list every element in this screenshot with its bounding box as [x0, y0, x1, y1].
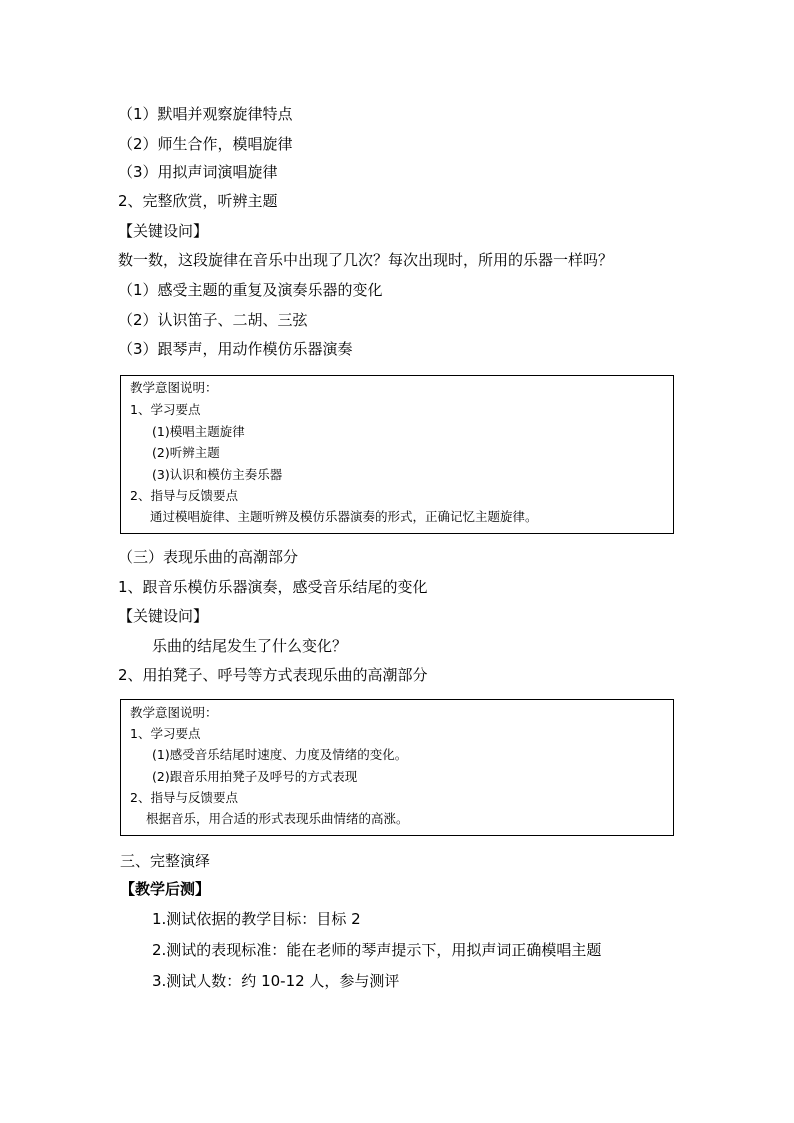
section-heading: （三）表现乐曲的高潮部分 [118, 548, 299, 566]
teaching-intent-box [120, 699, 674, 836]
step-line: （1）感受主题的重复及演奏乐器的变化 [118, 281, 383, 299]
step-line: （2）师生合作，模唱旋律 [118, 135, 293, 153]
key-question-heading: 【关键设问】 [118, 222, 209, 240]
subsection-title: 2、用拍凳子、呼号等方式表现乐曲的高潮部分 [118, 666, 428, 684]
box-heading: 1、学习要点 [130, 726, 201, 741]
box-heading: 2、指导与反馈要点 [130, 790, 238, 805]
subsection-title: 1、跟音乐模仿乐器演奏，感受音乐结尾的变化 [118, 578, 428, 596]
box-title: 教学意图说明： [130, 705, 218, 720]
step-line: （1）默唱并观察旋律特点 [118, 105, 293, 123]
step-line: （3）跟琴声，用动作模仿乐器演奏 [118, 340, 353, 358]
post-test-item: 1.测试依据的教学目标：目标 2 [152, 910, 361, 928]
box-title: 教学意图说明： [130, 380, 218, 395]
teaching-intent-box [120, 375, 674, 534]
box-heading: 1、学习要点 [130, 402, 201, 417]
step-line: （3）用拟声词演唱旋律 [118, 163, 278, 181]
post-test-item: 2.测试的表现标准：能在老师的琴声提示下，用拟声词正确模唱主题 [152, 941, 602, 959]
box-item: (3)认识和模仿主奏乐器 [152, 467, 283, 482]
box-item: (2)跟音乐用拍凳子及呼号的方式表现 [152, 769, 358, 784]
box-item: (1)感受音乐结尾时速度、力度及情绪的变化。 [152, 747, 408, 762]
key-question-text: 乐曲的结尾发生了什么变化？ [152, 637, 348, 655]
section-heading: 三、完整演绎 [120, 852, 211, 870]
box-text: 根据音乐，用合适的形式表现乐曲情绪的高涨。 [146, 811, 409, 826]
subsection-title: 2、完整欣赏，听辨主题 [118, 192, 278, 210]
box-item: (2)听辨主题 [152, 445, 220, 460]
step-line: （2）认识笛子、二胡、三弦 [118, 311, 308, 329]
box-heading: 2、指导与反馈要点 [130, 488, 238, 503]
key-question-heading: 【关键设问】 [118, 607, 209, 625]
key-question-text: 数一数，这段旋律在音乐中出现了几次？每次出现时，所用的乐器一样吗？ [118, 251, 614, 269]
post-test-item: 3.测试人数：约 10-12 人，参与测评 [152, 972, 400, 990]
post-test-heading: 【教学后测】 [120, 880, 211, 898]
box-item: (1)模唱主题旋律 [152, 424, 245, 439]
box-text: 通过模唱旋律、主题听辨及模仿乐器演奏的形式，正确记忆主题旋律。 [150, 509, 538, 524]
